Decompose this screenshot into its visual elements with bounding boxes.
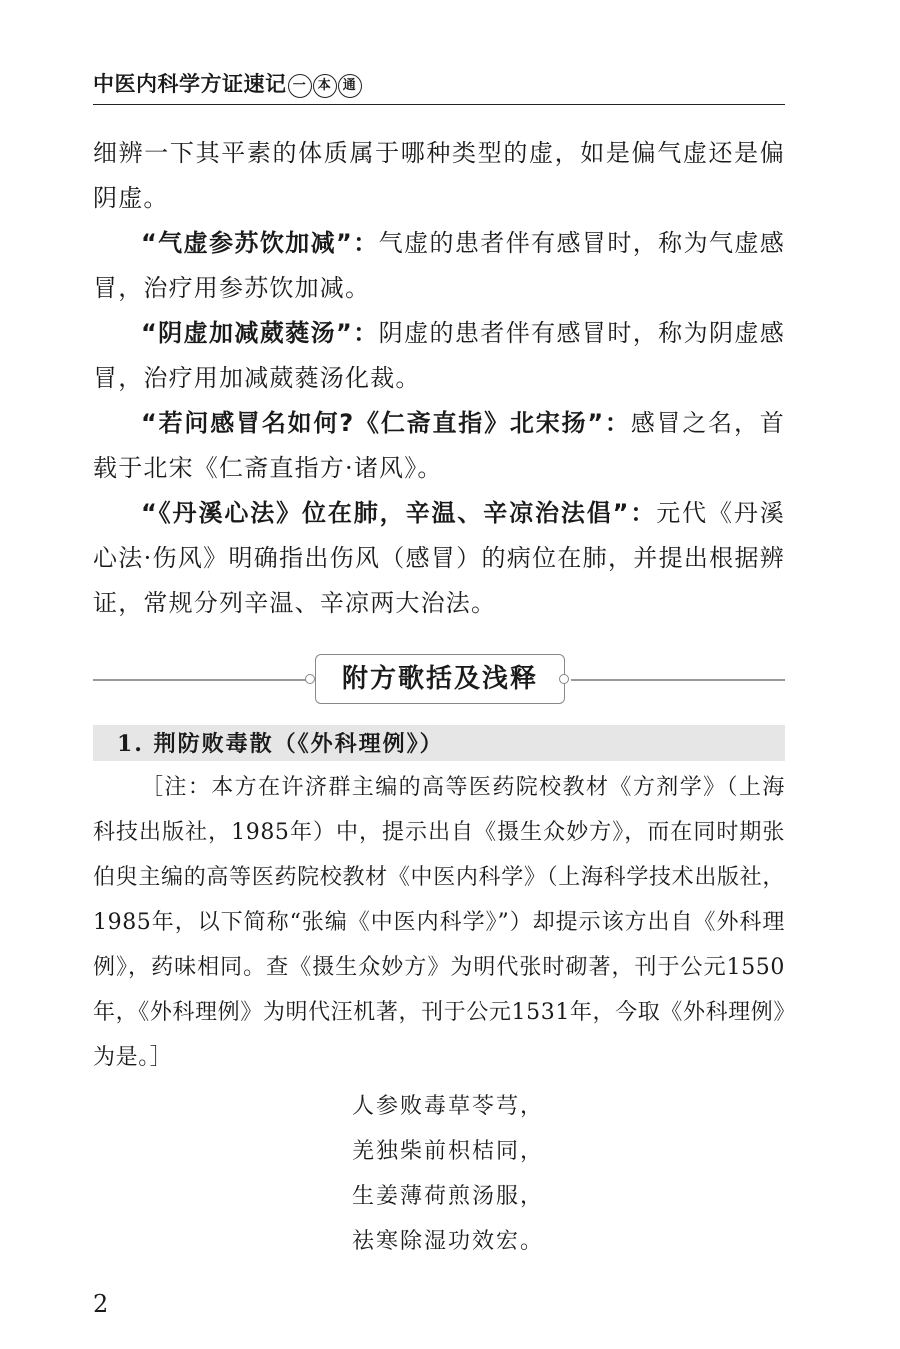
verse-line-2: 羌独柴前枳桔同， — [352, 1139, 545, 1164]
paragraph-2-text: 气虚的患者伴有感冒时，称为气虚感冒，治疗用参苏饮加减。 — [93, 229, 786, 302]
body-text — [93, 131, 785, 626]
book-title-text: 中医内科学方证速记 — [93, 72, 287, 96]
book-title — [93, 68, 362, 98]
section-title: 附方歌括及浅释 — [315, 654, 565, 704]
title-badge-2: 本 — [313, 74, 337, 98]
paragraph-4 — [93, 401, 785, 491]
paragraph-4-bold: “若问感冒名如何?《仁斋直指》北宋扬”： — [141, 409, 631, 437]
verse-line-1: 人参败毒草苓芎， — [352, 1094, 545, 1119]
divider-line-left — [93, 679, 307, 681]
paragraph-5-bold: “《丹溪心法》位在肺，辛温、辛凉治法倡”： — [141, 499, 657, 527]
paragraph-3-text: 阴虚的患者伴有感冒时，称为阴虚感冒，治疗用加减葳蕤汤化裁。 — [93, 319, 786, 392]
formula-note — [93, 765, 785, 1080]
divider-dot-left — [305, 674, 315, 684]
verse-line-3: 生姜薄荷煎汤服， — [352, 1184, 545, 1209]
paragraph-1 — [93, 131, 785, 221]
running-header — [93, 58, 785, 105]
divider-line-right — [571, 679, 785, 681]
formula-heading: 1. 荆防败毒散（《外科理例》） — [117, 731, 444, 757]
title-badge-3: 通 — [338, 74, 362, 98]
formula-heading-bar — [93, 725, 785, 761]
paragraph-4-text: 感冒之名，首载于北宋《仁斋直指方·诸风》。 — [93, 409, 785, 482]
formula-verse — [352, 1084, 544, 1264]
paragraph-3-bold: “阴虚加减葳蕤汤”： — [141, 319, 379, 347]
page-number: 2 — [93, 1290, 109, 1318]
paragraph-3 — [93, 311, 785, 401]
formula-note-text: ［注：本方在许济群主编的高等医药院校教材《方剂学》（上海科技出版社，1985年）中，提示出自《摄生众妙方》，而在同时期张伯臾主编的高等医药院校教材《中医内科学》（上海科学技术出版社，1985年，以下简称“张编《中医内科学》”）却提示该方出自《外科理例》，药味相同。查《摄生众妙方》为明代张时砌著，刊于公元1550年，《外科理例》为明代汪机著，刊于公元1531年，今取《外科理例》为是。］ — [93, 775, 785, 1070]
paragraph-5-text: 元代《丹溪心法·伤风》明确指出伤风（感冒）的病位在肺，并提出根据辨证，常规分列辛温、辛凉两大治法。 — [93, 499, 786, 617]
verse-line-4: 祛寒除湿功效宏。 — [352, 1229, 545, 1254]
paragraph-1-text: 细辨一下其平素的体质属于哪种类型的虚，如是偏气虚还是偏阴虚。 — [93, 139, 785, 212]
paragraph-2-bold: “气虚参苏饮加减”： — [141, 229, 379, 257]
paragraph-2 — [93, 221, 785, 311]
title-badge-1: 一 — [288, 74, 312, 98]
paragraph-5 — [93, 491, 785, 626]
divider-dot-right — [559, 674, 569, 684]
section-divider — [93, 654, 785, 706]
